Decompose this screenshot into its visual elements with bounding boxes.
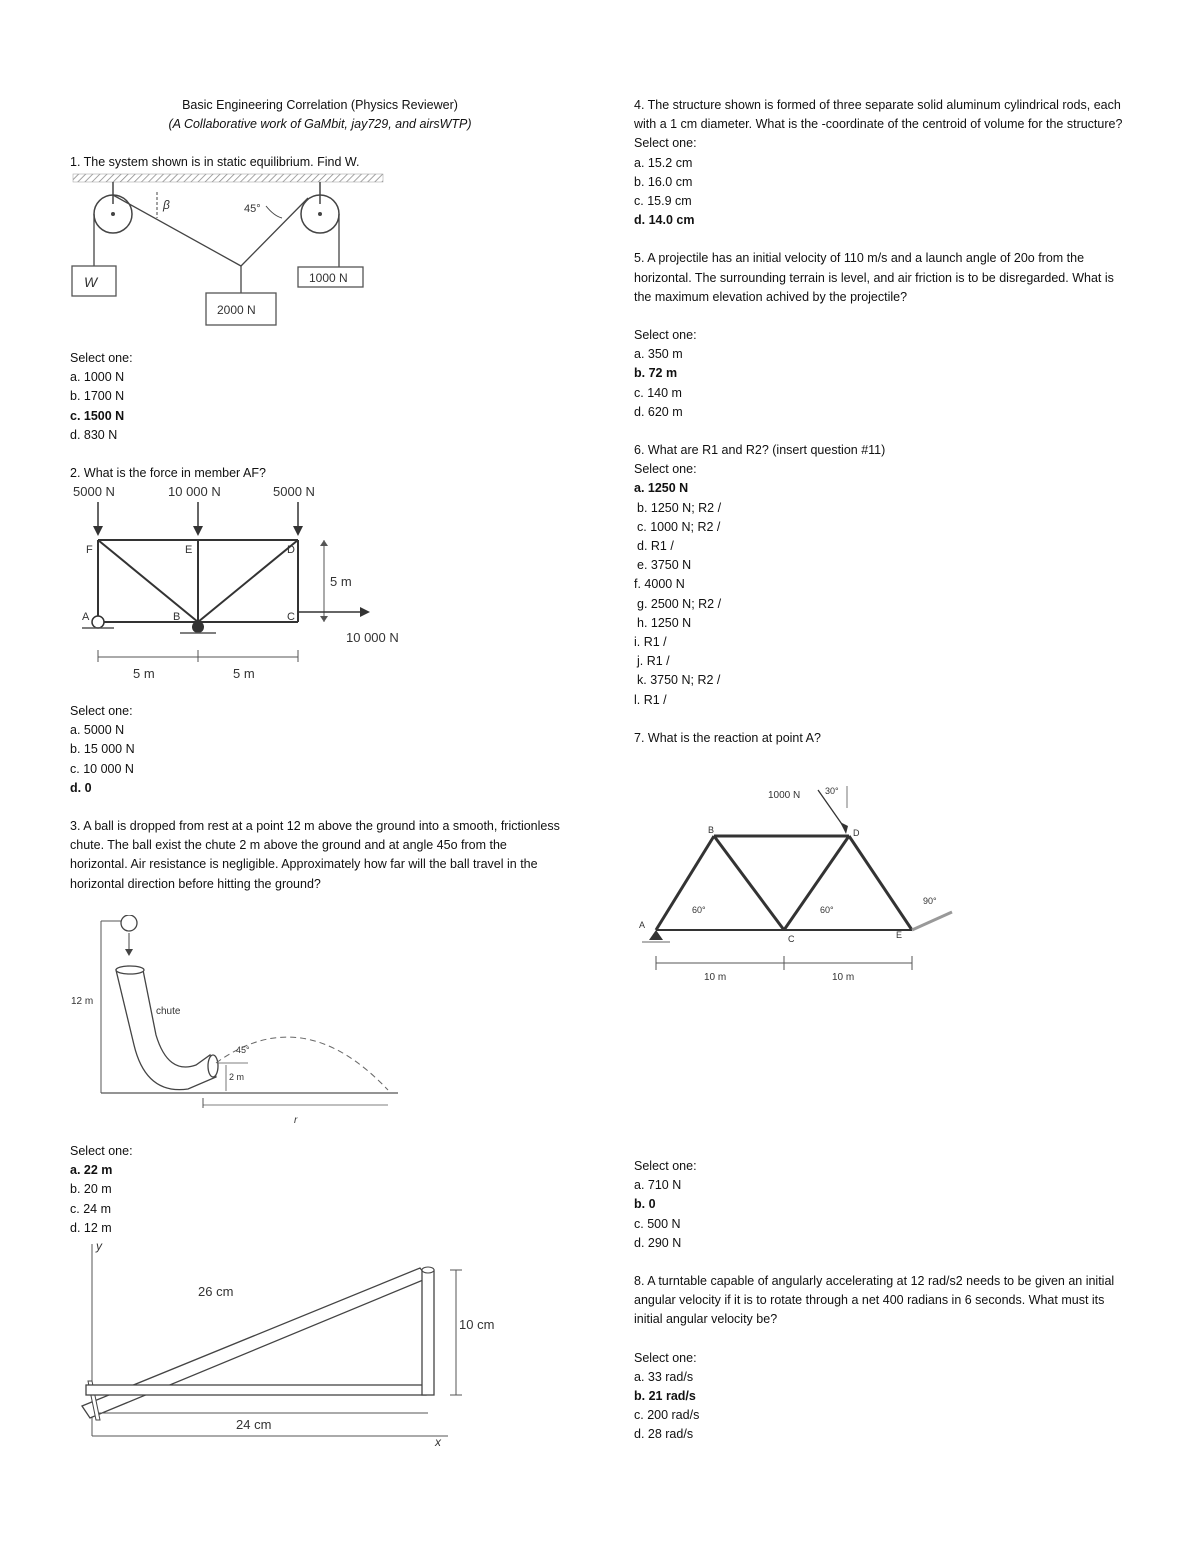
q7-node-d: D xyxy=(853,828,860,838)
angle-label: 45° xyxy=(244,203,261,215)
q4-base-label: 24 cm xyxy=(236,1417,272,1432)
q6-option-e[interactable]: e. 3750 N xyxy=(637,558,692,573)
q7-select-label: Select one: xyxy=(634,1159,697,1173)
q1-option-a[interactable]: a. 1000 N xyxy=(70,370,125,385)
q4-y-axis: y xyxy=(96,1239,102,1253)
q3-angle-label: 45° xyxy=(236,1045,250,1055)
q3-height-label: 12 m xyxy=(71,996,94,1007)
q2-text: 2. What is the force in member AF? xyxy=(70,466,266,481)
q7-angle-3: 90° xyxy=(923,896,937,906)
q4-text: 4. The structure shown is formed of three separate solid aluminum cylindrical rods, each with a 1 cm diameter. What is the -coordinate of the centroid of volume for the structure? xyxy=(634,98,1123,132)
q2-node-a: A xyxy=(82,611,90,623)
q4-hyp-label: 26 cm xyxy=(198,1284,234,1299)
q3-exit-label: 2 m xyxy=(229,1072,245,1082)
document-subtitle: (A Collaborative work of GaMbit, jay729, and airsWTP) xyxy=(168,117,472,132)
q8-option-c[interactable]: c. 200 rad/s xyxy=(634,1408,700,1423)
q6-option-k[interactable]: k. 3750 N; R2 / xyxy=(637,673,721,688)
q7-angle-1: 60° xyxy=(692,905,706,915)
q1-options xyxy=(70,349,470,483)
q7-angle-2: 60° xyxy=(820,905,834,915)
q7-truss-figure xyxy=(634,780,964,990)
q1-option-c[interactable]: c. 1500 N xyxy=(70,408,125,423)
q7-option-c[interactable]: c. 500 N xyxy=(634,1216,681,1231)
q8-text: 8. A turntable capable of angularly accelerating at 12 rad/s2 needs to be given an initial angular velocity if it is to rotate through a net 400 radians in 6 seconds. What must its initial angular velocity be? xyxy=(634,1274,1115,1327)
q1-pulley-figure xyxy=(68,170,388,330)
q1-select-label: Select one: xyxy=(70,351,133,365)
vertical-rod xyxy=(422,1270,434,1395)
q3-option-a[interactable]: a. 22 m xyxy=(70,1163,113,1178)
q6-option-b[interactable]: b. 1250 N; R2 / xyxy=(637,500,722,515)
q6-select-label: Select one: xyxy=(634,462,697,477)
q1-text: 1. The system shown is in static equilibrium. Find W. xyxy=(70,155,360,170)
q6-option-d[interactable]: d. R1 / xyxy=(637,539,674,554)
q5-text: 5. A projectile has an initial velocity of 110 m/s and a launch angle of 20o from the horizontal. The surrounding terrain is level, and air friction is to be disregarded. What is the maximum elevation achived by the projectile? xyxy=(634,251,1114,304)
q6-option-j[interactable]: j. R1 / xyxy=(637,654,670,669)
q2-option-d[interactable]: d. 0 xyxy=(70,780,92,795)
q4-option-a[interactable]: a. 15.2 cm xyxy=(634,155,693,170)
q3-chute-figure xyxy=(68,915,408,1130)
q2-force-3: 5000 N xyxy=(273,484,315,499)
q4-rods-figure xyxy=(68,1236,508,1451)
q5-option-a[interactable]: a. 350 m xyxy=(634,347,683,362)
q2-span-1: 5 m xyxy=(133,666,155,681)
q4-option-b[interactable]: b. 16.0 cm xyxy=(634,174,693,189)
q5-option-b[interactable]: b. 72 m xyxy=(634,366,678,381)
q7-text: 7. What is the reaction at point A? xyxy=(634,730,821,745)
q6-option-l[interactable]: l. R1 / xyxy=(634,692,667,707)
q4-x-axis: x xyxy=(435,1435,441,1449)
q3-option-b[interactable]: b. 20 m xyxy=(70,1182,112,1197)
q2-force-1: 5000 N xyxy=(73,484,115,499)
q6-option-c[interactable]: c. 1000 N; R2 / xyxy=(637,519,721,534)
q2-force-2: 10 000 N xyxy=(168,484,221,499)
q4-option-d[interactable]: d. 14.0 cm xyxy=(634,213,695,228)
q2-node-e: E xyxy=(185,544,193,556)
q2-node-c: C xyxy=(287,611,295,623)
ball xyxy=(121,915,137,931)
q4-height-label: 10 cm xyxy=(459,1317,495,1332)
q7-node-e: E xyxy=(896,930,903,940)
q2-horizontal-force: 10 000 N xyxy=(346,630,399,645)
q2-span-2: 5 m xyxy=(233,666,255,681)
q2-option-a[interactable]: a. 5000 N xyxy=(70,723,125,738)
q6-option-h[interactable]: h. 1250 N xyxy=(637,615,692,630)
q8-option-d[interactable]: d. 28 rad/s xyxy=(634,1427,694,1442)
q2-option-c[interactable]: c. 10 000 N xyxy=(70,761,134,776)
q2-node-b: B xyxy=(173,611,181,623)
q6-option-a[interactable]: a. 1250 N xyxy=(634,481,689,496)
load-2000-label: 2000 N xyxy=(217,303,256,317)
chute-body xyxy=(116,970,216,1090)
q6-text: 6. What are R1 and R2? (insert question #11) xyxy=(634,443,886,458)
q7-load-label: 1000 N xyxy=(768,790,801,801)
q5-select-label: Select one: xyxy=(634,328,697,343)
q6-option-f[interactable]: f. 4000 N xyxy=(634,577,685,592)
q1-option-b[interactable]: b. 1700 N xyxy=(70,389,125,404)
q2-node-d: D xyxy=(287,544,295,556)
q2-height-label: 5 m xyxy=(330,574,352,589)
q7-load-angle: 30° xyxy=(825,786,839,796)
q3-options xyxy=(70,1142,470,1238)
q4-option-c[interactable]: c. 15.9 cm xyxy=(634,194,692,209)
q2-select-label: Select one: xyxy=(70,704,133,718)
q3-select-label: Select one: xyxy=(70,1144,133,1158)
right-column xyxy=(634,96,1134,748)
q7-node-b: B xyxy=(708,825,715,835)
q2-truss-figure xyxy=(68,482,413,682)
q7-node-a: A xyxy=(639,920,646,930)
q8-select-label: Select one: xyxy=(634,1350,697,1365)
base-rod xyxy=(86,1385,426,1395)
load-1000-label: 1000 N xyxy=(309,271,348,285)
q4-select-label: Select one: xyxy=(634,136,697,151)
q7-option-b[interactable]: b. 0 xyxy=(634,1197,656,1212)
q2-option-b[interactable]: b. 15 000 N xyxy=(70,742,135,757)
q7-span-1: 10 m xyxy=(704,972,727,983)
q8-option-a[interactable]: a. 33 rad/s xyxy=(634,1369,694,1384)
q6-option-i[interactable]: i. R1 / xyxy=(634,635,667,650)
q7-span-2: 10 m xyxy=(832,972,855,983)
q5-option-d[interactable]: d. 620 m xyxy=(634,404,683,419)
q3-option-d[interactable]: d. 12 m xyxy=(70,1220,112,1235)
q3-range-label: r xyxy=(294,1115,298,1126)
q5-option-c[interactable]: c. 140 m xyxy=(634,385,682,400)
q7-option-d[interactable]: d. 290 N xyxy=(634,1235,682,1250)
q2-node-f: F xyxy=(86,544,93,556)
document-title: Basic Engineering Correlation (Physics Reviewer) xyxy=(182,98,458,112)
w-label: W xyxy=(84,274,98,290)
q3-text: 3. A ball is dropped from rest at a point 12 m above the ground into a smooth, frictionless chute. The ball exist the chute 2 m above the ground and at angle 45o from the horizontal. Air resistance is negligible. Approximately how far will the ball travel in the horizontal direction before hitting the ground? xyxy=(70,819,560,891)
q6-option-g[interactable]: g. 2500 N; R2 / xyxy=(637,596,722,611)
left-column xyxy=(70,96,570,173)
q3-chute-label: chute xyxy=(156,1006,181,1017)
q2-options xyxy=(70,702,560,894)
q1-option-d[interactable]: d. 830 N xyxy=(70,427,118,442)
ceiling xyxy=(73,174,383,182)
q8-option-b[interactable]: b. 21 rad/s xyxy=(634,1389,696,1404)
q7-q8-block xyxy=(634,1157,1134,1445)
q3-option-c[interactable]: c. 24 m xyxy=(70,1201,111,1216)
beta-label: β xyxy=(163,198,170,212)
q7-option-a[interactable]: a. 710 N xyxy=(634,1178,682,1193)
q7-node-c: C xyxy=(788,934,795,944)
